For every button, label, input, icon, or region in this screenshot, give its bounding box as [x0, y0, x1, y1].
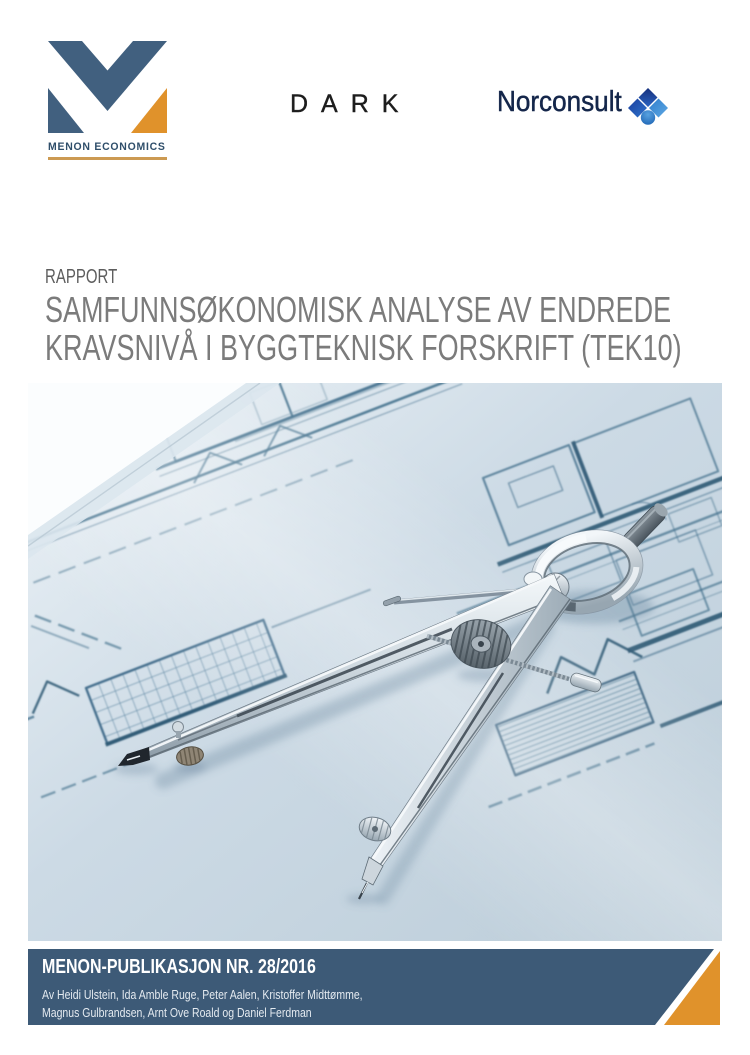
menon-logo-mark-icon: [48, 41, 167, 133]
report-title-line-2: KRAVSNIVÅ I BYGGTEKNISK FORSKRIFT (TEK10): [45, 327, 682, 368]
menon-economics-logo: [48, 41, 167, 160]
title-block: [45, 266, 750, 367]
norconsult-symbol-icon: [628, 87, 668, 130]
dark-logo: DARK: [290, 90, 412, 118]
menon-logo-text: MENON ECONOMICS: [48, 141, 166, 153]
authors-list: [42, 986, 363, 1022]
norconsult-logo-text: Norconsult: [497, 86, 622, 118]
menon-logo-underline: [48, 157, 167, 160]
authors-line-1: Av Heidi Ulstein, Ida Amble Ruge, Peter Aalen, Kristoffer Midttømme,: [42, 988, 363, 1002]
footer-publication-bar: [28, 949, 722, 1025]
authors-line-2: Magnus Gulbrandsen, Arnt Ove Roald og Daniel Ferdman: [42, 1006, 312, 1020]
report-title-line-1: SAMFUNNSØKONOMISK ANALYSE AV ENDREDE: [45, 289, 672, 330]
report-kicker: RAPPORT: [45, 266, 118, 288]
norconsult-logo: [497, 87, 668, 130]
publication-number: MENON-PUBLIKASJON NR. 28/2016: [42, 956, 316, 978]
cover-photo-compass-blueprint: [28, 383, 722, 941]
